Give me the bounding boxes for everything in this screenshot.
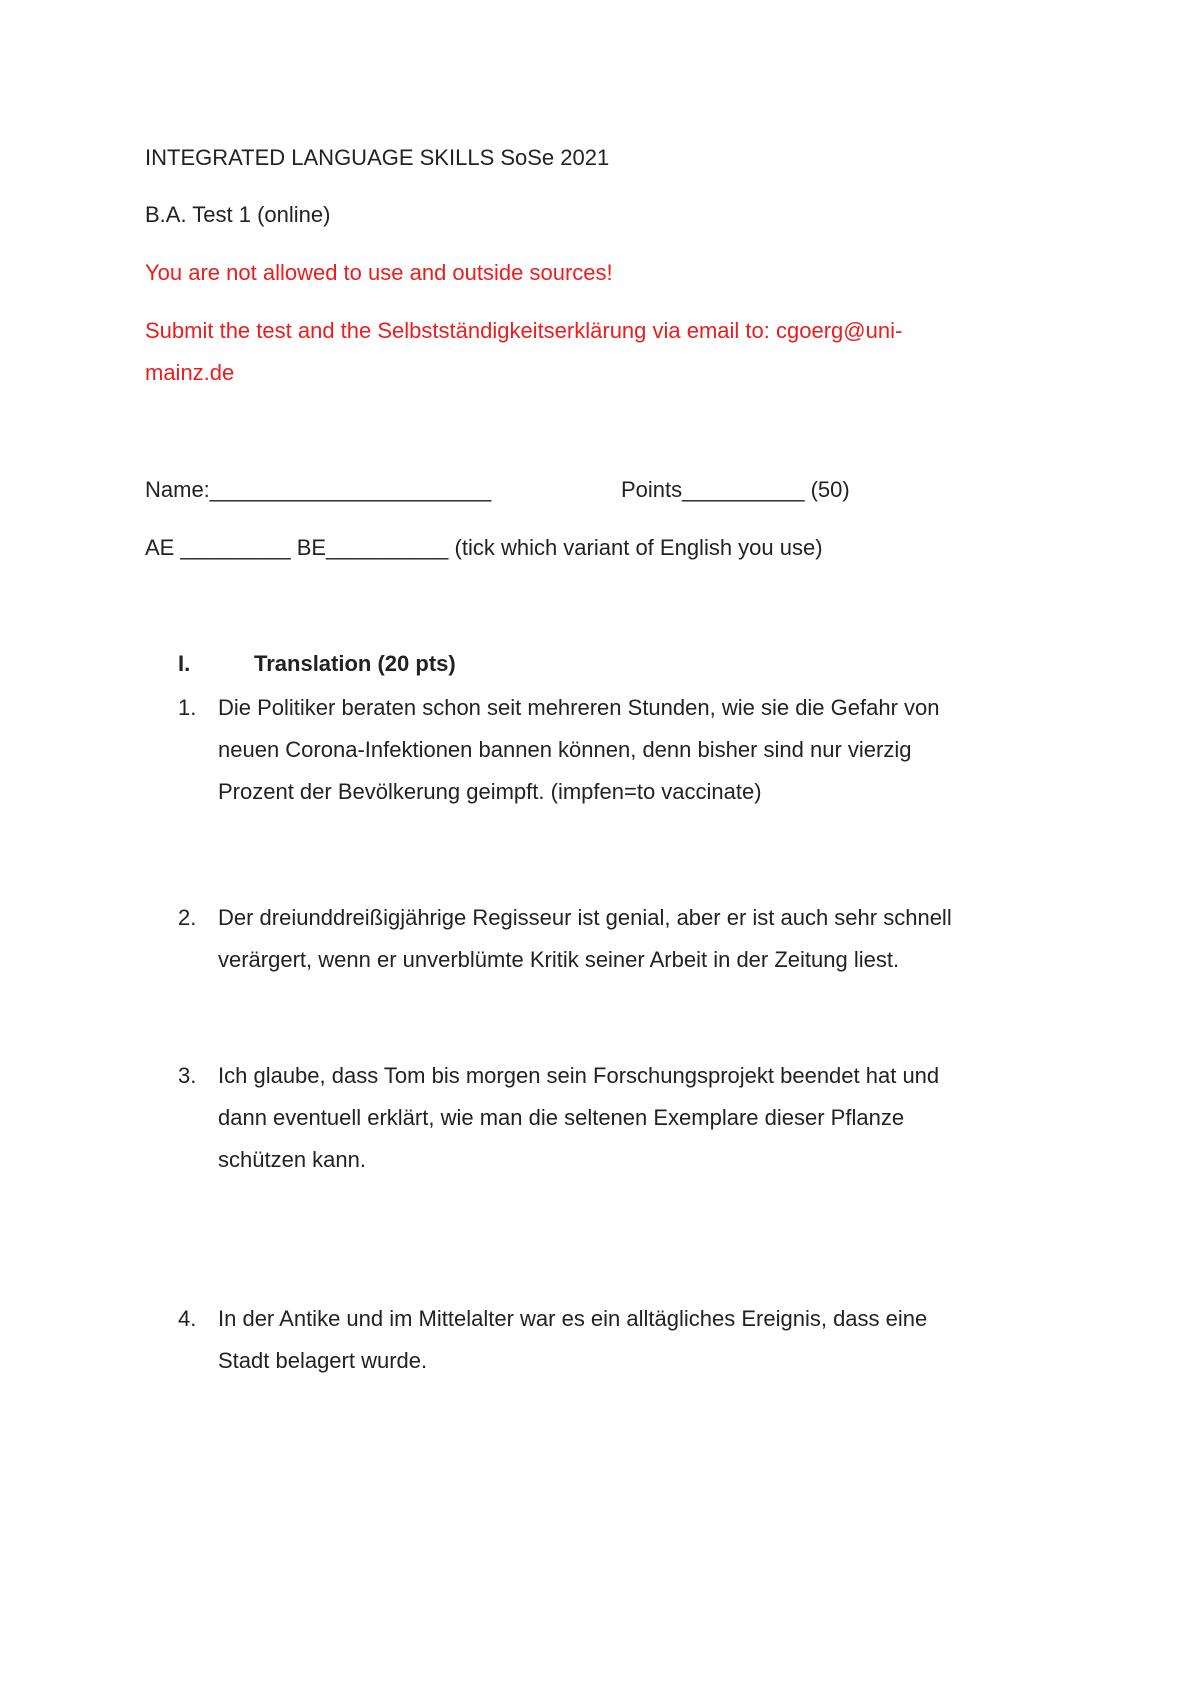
warning-text: You are not allowed to use and outside sources!	[145, 260, 613, 285]
list-item	[178, 897, 1058, 987]
english-variant-line: AE _________ BE__________ (tick which variant of English you use)	[145, 535, 823, 560]
list-item	[178, 687, 1058, 817]
list-item	[178, 1298, 1058, 1388]
item-number: 1.	[178, 695, 197, 720]
submit-instructions-line2: mainz.de	[145, 360, 235, 385]
item-text: In der Antike und im Mittelalter war es ein alltägliches Ereignis, dass eine Stadt belagert wurde.	[218, 1306, 928, 1373]
section-title: Translation (20 pts)	[254, 651, 456, 676]
list-item	[178, 1055, 1058, 1185]
document-subtitle: B.A. Test 1 (online)	[145, 202, 331, 227]
item-number: 2.	[178, 905, 197, 930]
name-field: Name:_______________________	[145, 477, 492, 502]
item-number: 4.	[178, 1306, 197, 1331]
item-text: Die Politiker beraten schon seit mehreren Stunden, wie sie die Gefahr von neuen Corona-Infektionen bannen können, denn bisher sind nur vierzig Prozent der Bevölkerung geimpft. (impfen=to vaccinate)	[218, 695, 940, 804]
document-title: INTEGRATED LANGUAGE SKILLS SoSe 2021	[145, 145, 610, 170]
section-heading	[178, 650, 456, 678]
item-number: 3.	[178, 1063, 197, 1088]
item-text: Ich glaube, dass Tom bis morgen sein Forschungsprojekt beendet hat und dann eventuell erklärt, wie man die seltenen Exemplare dieser Pflanze schützen kann.	[218, 1063, 940, 1172]
points-field: Points__________ (50)	[621, 477, 850, 502]
section-number: I.	[178, 651, 191, 676]
submit-instructions-line1: Submit the test and the Selbstständigkeitserklärung via email to: cgoerg@uni-	[145, 318, 903, 343]
item-text: Der dreiunddreißigjährige Regisseur ist genial, aber er ist auch sehr schnell verärgert, wenn er unverblümte Kritik seiner Arbeit in der Zeitung liest.	[218, 905, 952, 972]
